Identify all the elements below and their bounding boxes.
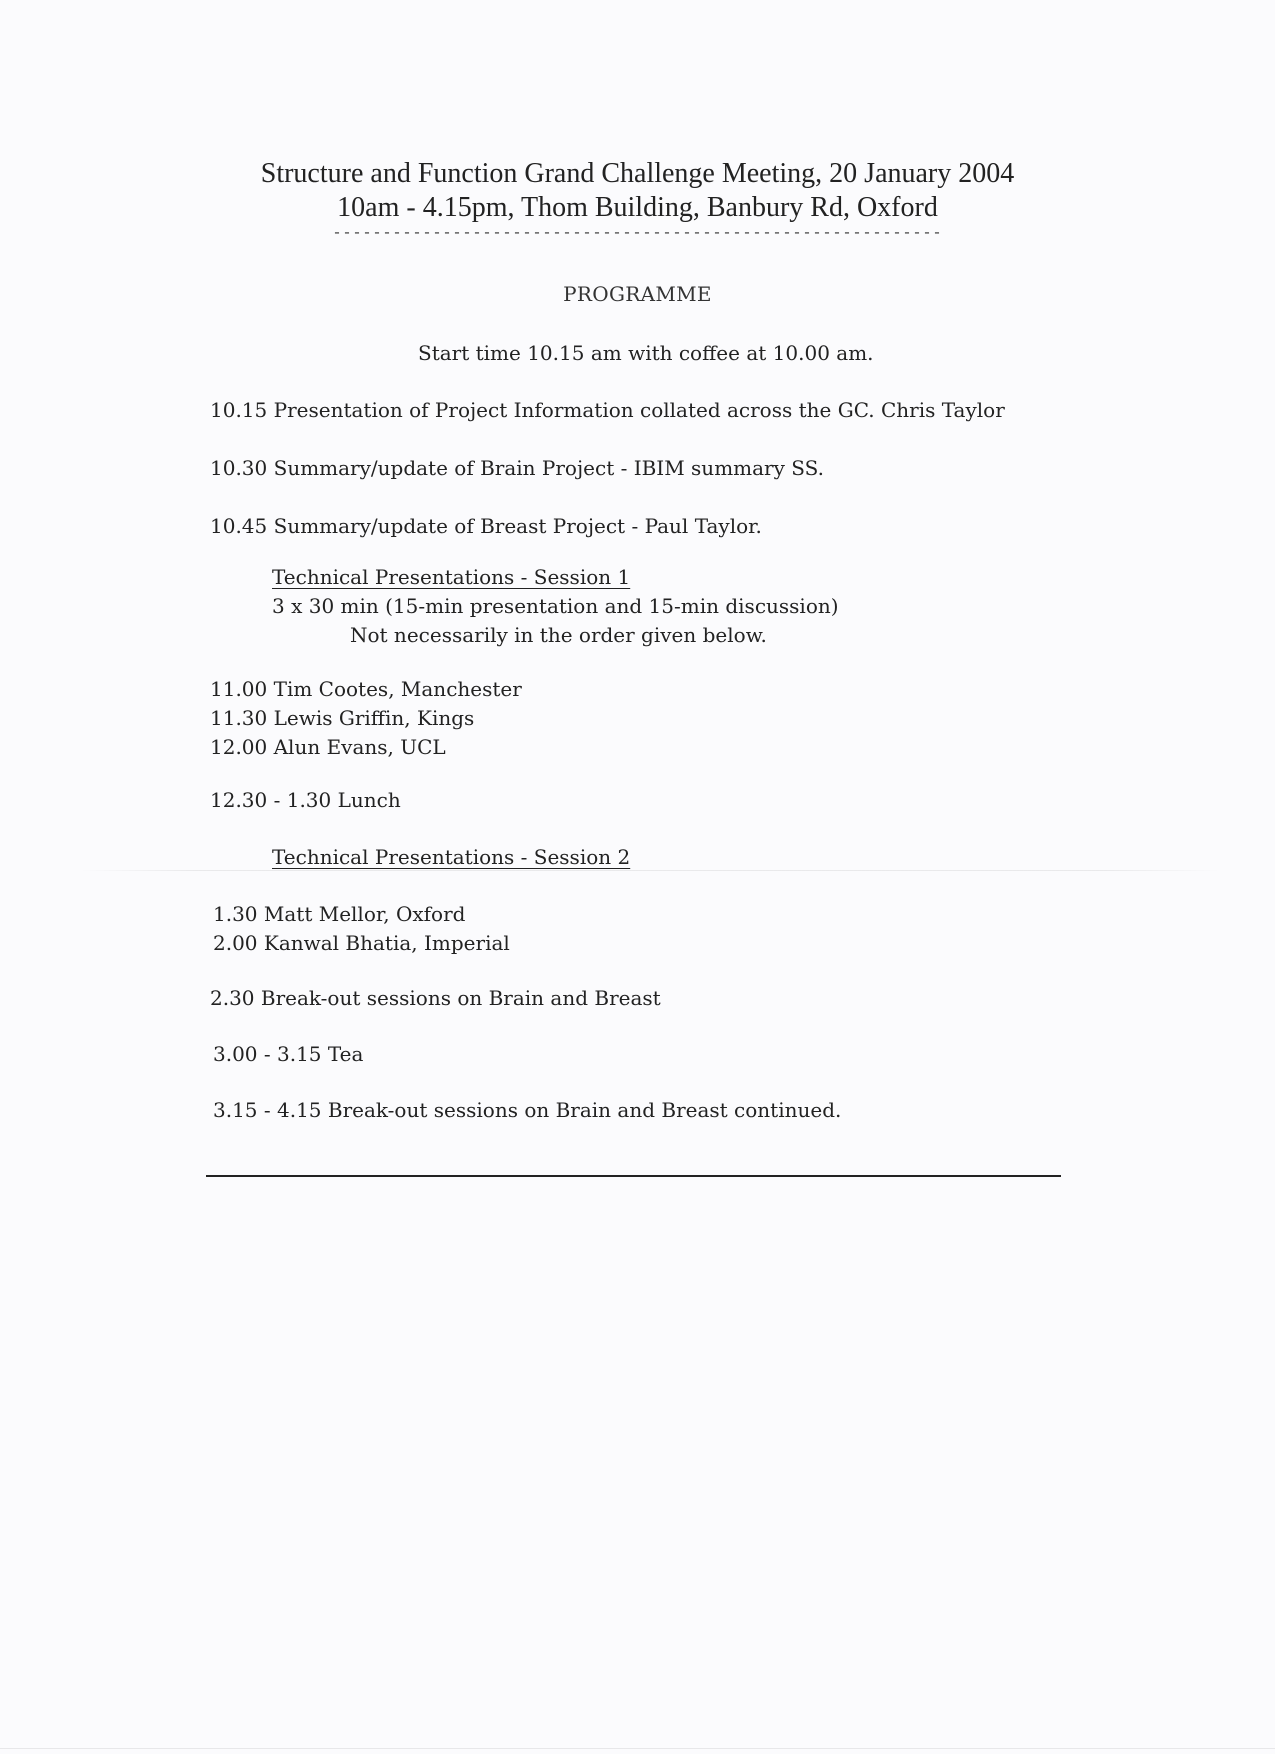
closing-rule xyxy=(206,1175,1061,1177)
meeting-time-venue: 10am - 4.15pm, Thom Building, Banbury Rd, Oxford xyxy=(337,192,938,223)
talk-item: 1.30 Matt Mellor, Oxford xyxy=(213,902,466,926)
breakout-continued-item: 3.15 - 4.15 Break-out sessions on Brain and Breast continued. xyxy=(213,1098,842,1122)
paper-fold-line xyxy=(80,870,1220,871)
agenda-item: 10.15 Presentation of Project Information collated across the GC. Chris Taylor xyxy=(210,398,1005,422)
session1-order-note: Not necessarily in the order given below. xyxy=(350,623,767,647)
talk-item: 2.00 Kanwal Bhatia, Imperial xyxy=(213,931,510,955)
talk-item: 11.00 Tim Cootes, Manchester xyxy=(210,677,522,701)
session1-heading: Technical Presentations - Session 1 xyxy=(272,565,631,589)
talk-item: 11.30 Lewis Griffin, Kings xyxy=(210,706,475,730)
header-separator: ------------------------------------------------------------- xyxy=(332,225,943,242)
paper-bottom-edge xyxy=(0,1748,1275,1749)
session2-heading: Technical Presentations - Session 2 xyxy=(272,845,631,869)
tea-item: 3.00 - 3.15 Tea xyxy=(213,1042,364,1066)
talk-item: 12.00 Alun Evans, UCL xyxy=(210,735,446,759)
agenda-item: 10.30 Summary/update of Brain Project - IBIM summary SS. xyxy=(210,456,824,480)
agenda-item: 10.45 Summary/update of Breast Project - Paul Taylor. xyxy=(210,514,762,538)
start-time-note: Start time 10.15 am with coffee at 10.00 am. xyxy=(418,341,874,365)
meeting-title: Structure and Function Grand Challenge Meeting, 20 January 2004 xyxy=(260,158,1015,189)
breakout-item: 2.30 Break-out sessions on Brain and Breast xyxy=(210,986,661,1010)
lunch-item: 12.30 - 1.30 Lunch xyxy=(210,788,401,812)
programme-heading: PROGRAMME xyxy=(563,282,712,306)
session1-format: 3 x 30 min (15-min presentation and 15-min discussion) xyxy=(272,594,839,618)
